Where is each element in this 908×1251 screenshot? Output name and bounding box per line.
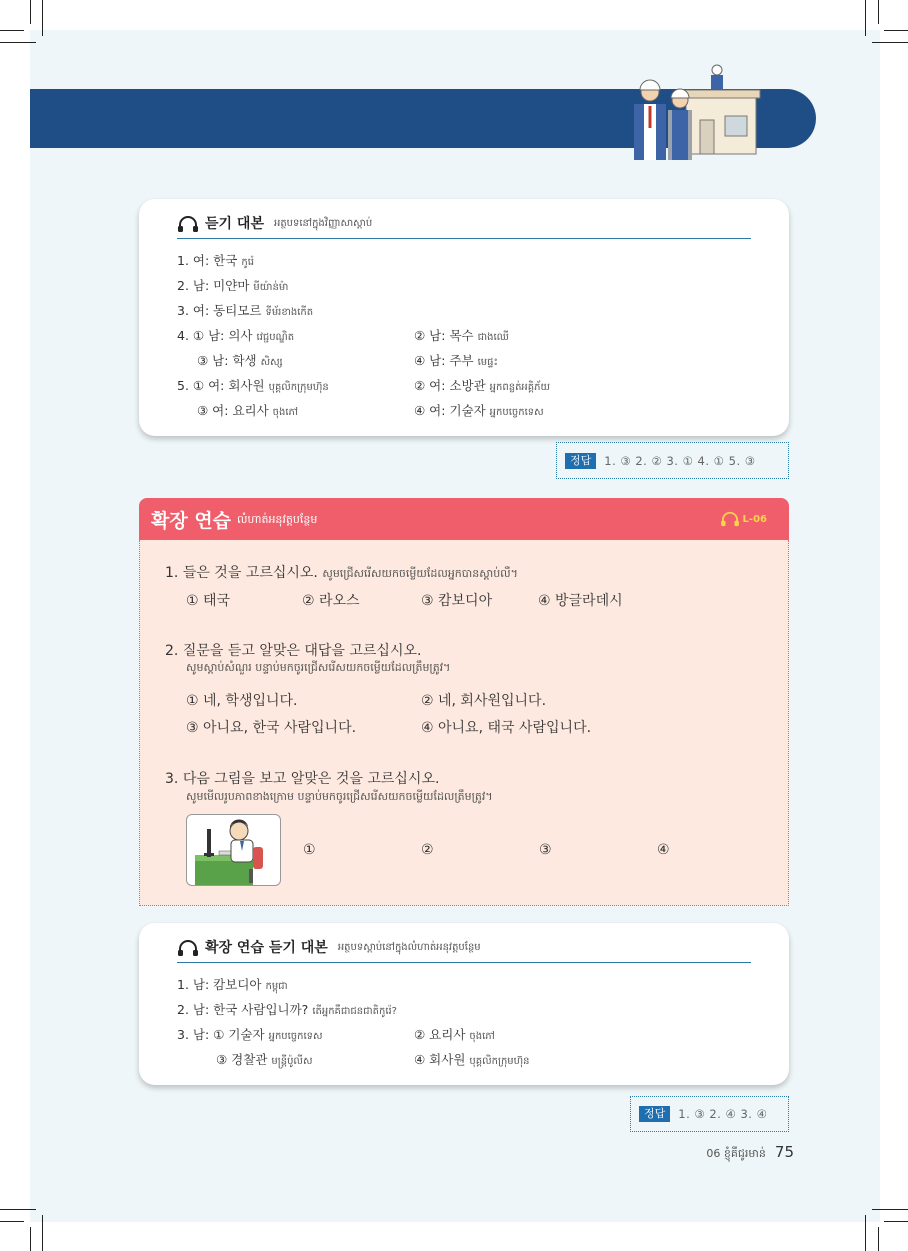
option[interactable]: ④ <box>657 842 670 858</box>
answer-box-1 <box>556 442 789 479</box>
list-item: ② 남: 목수 ជាងឈើ <box>414 328 509 343</box>
chapter-label: 06 ខ្ញុំគឺជូរមាន់ <box>706 1147 766 1160</box>
list-item: 3. 남: ① 기술자 អ្នកបច្ចេកទេស <box>177 1027 323 1042</box>
office-worker-picture <box>186 814 281 886</box>
question-1: 1. 들은 것을 고르십시오. សូមជ្រើសរើសយកចម្លើយដែលអ្នកបានស្តាប់លឺ។ <box>165 565 518 581</box>
answer-box-2 <box>630 1096 789 1132</box>
answer-tag: 정답 <box>565 453 596 469</box>
question-3-kh: សូមមើលរូបភាពខាងក្រោម បន្ទាប់មកចូរជ្រើសរើសយកចម្លើយដែលត្រឹមត្រូវ។ <box>186 790 493 803</box>
extension-script-header <box>177 939 751 963</box>
crop-mark <box>878 1227 879 1251</box>
crop-mark <box>0 42 36 43</box>
workers-illustration <box>620 58 780 162</box>
extension-title: 확장 연습 <box>151 509 232 532</box>
answer-tag: 정답 <box>639 1106 670 1122</box>
headphones-icon <box>177 215 199 233</box>
listening-script-header <box>177 215 751 239</box>
list-item: ④ 회사원 បុគ្គលិកក្រុមហ៊ុន <box>414 1052 530 1067</box>
crop-mark <box>0 1221 24 1222</box>
question-3: 3. 다음 그림을 보고 알맞은 것을 고르십시오. <box>165 771 440 787</box>
crop-mark <box>865 1215 866 1251</box>
option[interactable]: ③ <box>539 842 552 858</box>
crop-mark <box>872 1209 908 1210</box>
extension-script-card <box>139 923 789 1085</box>
list-item: 1. 여: 한국 កូរ៉េ <box>177 253 255 268</box>
audio-track[interactable] <box>720 511 767 527</box>
headphones-icon <box>177 939 199 957</box>
headphones-icon <box>720 511 740 527</box>
crop-mark <box>865 0 866 36</box>
question-2: 2. 질문을 듣고 알맞은 대답을 고르십시오. <box>165 643 422 659</box>
list-item: 4. ① 남: 의사 វេជ្ជបណ្ឌិត <box>177 328 295 343</box>
crop-mark <box>30 1227 31 1251</box>
crop-mark <box>0 30 24 31</box>
option[interactable]: ② 라오스 <box>302 593 360 609</box>
list-item: ④ 남: 주부 មេផ្ទះ <box>414 353 498 368</box>
option[interactable]: ① 네, 학생입니다. <box>186 693 298 709</box>
listening-script-card <box>139 199 789 436</box>
audio-track-code: L-06 <box>742 513 767 525</box>
option[interactable]: ① 태국 <box>186 593 231 609</box>
crop-mark <box>878 0 879 24</box>
page-number: 75 <box>774 1143 794 1161</box>
list-item: ④ 여: 기술자 អ្នកបច្ចេកទេស <box>414 403 544 418</box>
question-2-kh: សូមស្តាប់សំណួរ បន្ទាប់មកចូរជ្រើសរើសយកចម្លើយដែលត្រឹមត្រូវ។ <box>186 661 451 674</box>
page-footer <box>706 1142 794 1163</box>
answer-values: 1. ③ 2. ④ 3. ④ <box>678 1107 768 1121</box>
list-item: ③ 여: 요리사 ចុងភៅ <box>197 403 299 418</box>
answer-values: 1. ③ 2. ② 3. ① 4. ① 5. ③ <box>604 453 756 468</box>
extension-title-kh: លំហាត់អនុវត្តបន្ថែម <box>237 513 318 526</box>
crop-mark <box>0 1209 36 1210</box>
list-item: 1. 남: 캄보디아 កម្ពុជា <box>177 977 288 992</box>
listening-script-title: 듣기 대본 <box>205 216 264 232</box>
option[interactable]: ① <box>303 842 316 858</box>
list-item: ② 요리사 ចុងភៅ <box>414 1027 495 1042</box>
option[interactable]: ③ 캄보디아 <box>421 593 493 609</box>
list-item: 5. ① 여: 회사원 បុគ្គលិកក្រុមហ៊ុន <box>177 378 329 393</box>
list-item: ③ 경찰관 មន្ត្រីប៉ូលីស <box>216 1052 313 1067</box>
crop-mark <box>42 0 43 36</box>
extension-script-title-kh: អត្ថបទស្តាប់នៅក្នុងលំហាត់អនុវត្តបន្ថែម <box>337 942 481 953</box>
crop-mark <box>42 1215 43 1251</box>
list-item: ② 여: 소방관 អ្នកពន្លត់អគ្គិភ័យ <box>414 378 550 393</box>
crop-mark <box>884 30 908 31</box>
option[interactable]: ② <box>421 842 434 858</box>
extension-script-title: 확장 연습 듣기 대본 <box>205 940 328 956</box>
list-item: 2. 남: 미얀마 មីយ៉ាន់ម៉ា <box>177 278 289 293</box>
option[interactable]: ④ 아니요, 태국 사람입니다. <box>421 720 592 736</box>
option[interactable]: ③ 아니요, 한국 사람입니다. <box>186 720 357 736</box>
list-item: 3. 여: 동티모르 ទីម័រខាងកើត <box>177 303 314 318</box>
crop-mark <box>872 42 908 43</box>
list-item: 2. 남: 한국 사람입니까? តើអ្នកគឺជាជនជាតិកូរ៉េ? <box>177 1002 397 1017</box>
listening-script-title-kh: អត្ថបទនៅក្នុងវិញ្ញាសាស្តាប់ <box>273 218 373 229</box>
extension-header <box>139 498 789 540</box>
option[interactable]: ② 네, 회사원입니다. <box>421 693 547 709</box>
crop-mark <box>30 0 31 24</box>
option[interactable]: ④ 방글라데시 <box>538 593 623 609</box>
crop-mark <box>884 1221 908 1222</box>
list-item: ③ 남: 학생 សិស្ស <box>197 353 283 368</box>
